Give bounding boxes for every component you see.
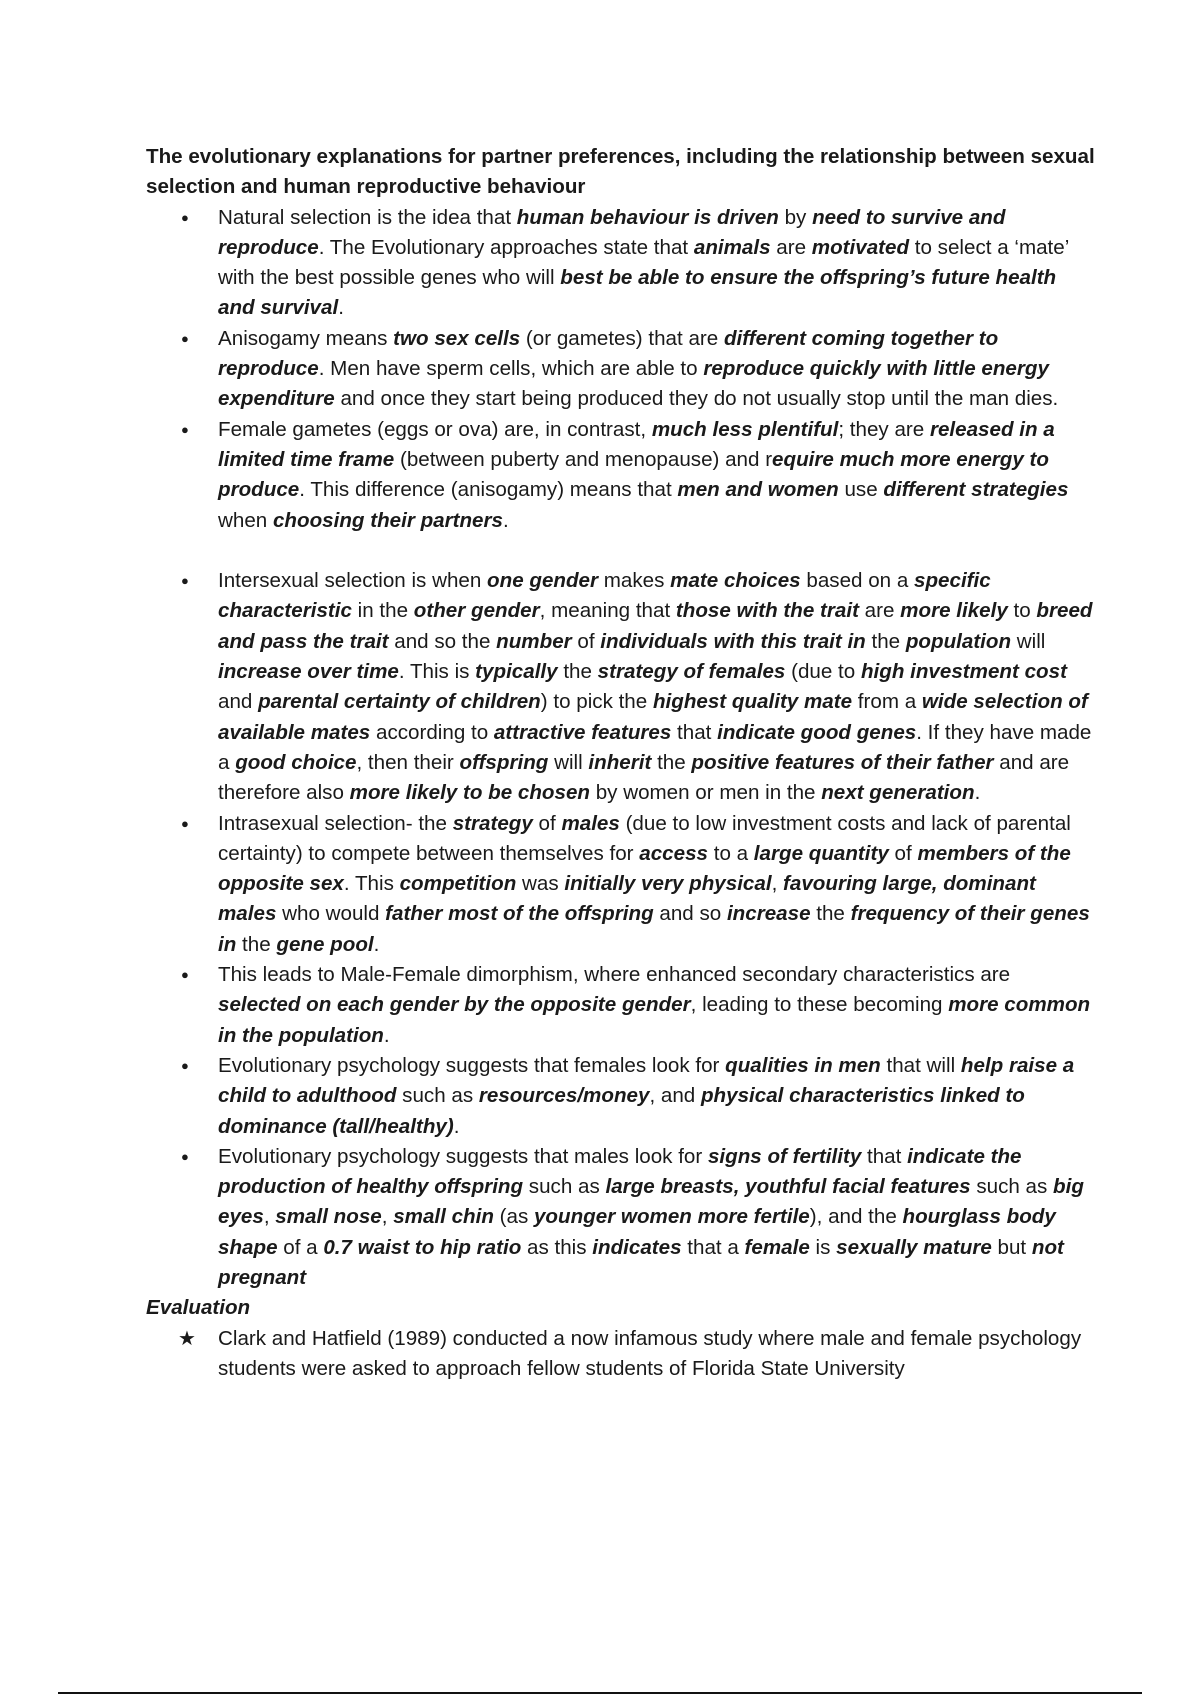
text-run: when [218,508,273,532]
text-run: . This [343,872,400,896]
bullet-female-preferences [146,1051,1096,1142]
text-run: ), and the [809,1205,903,1229]
text-run: will [548,750,589,774]
text-run: This leads to [218,963,341,987]
text-run: to select a [909,235,1015,259]
bullet-intrasexual-selection [146,809,1096,960]
text-run: the [412,811,453,835]
text-run: those with the trait [675,599,859,623]
text-run: Evolutionary approaches [371,235,598,259]
text-run: gene pool [276,932,374,956]
bullet-natural-selection [146,203,1096,324]
text-run: look for [628,1144,708,1168]
text-run: one gender [487,569,599,593]
text-run: low investment costs [695,811,886,835]
text-run: according to [370,720,494,744]
text-run: ) to pick the [540,690,653,714]
text-run: initially very physical [564,872,772,896]
text-run: will [1011,629,1046,653]
text-run: need to survive and reproduce [218,205,1006,259]
text-run: more likely [900,599,1008,623]
text-run: men and women [677,478,839,502]
text-run: to a [708,841,754,865]
text-run: as this [521,1235,593,1259]
text-run: makes [598,569,671,593]
text-run: selected on each gender by the opposite gender [218,993,691,1017]
text-run: physical characteristics linked to dominance (tall/healthy) [218,1084,1025,1138]
text-run: increase over time [218,660,399,684]
text-run: strategy of females [597,660,786,684]
text-run: small chin [393,1205,494,1229]
text-run: and so [653,902,727,926]
evaluation-item-clark-hatfield [146,1324,1096,1385]
text-run: reproduce quickly with little energy expenditure [218,357,1049,411]
text-run: that will [880,1053,961,1077]
text-run: next generation [821,781,975,805]
footer-divider [58,1692,1142,1694]
bullet-anisogamy [146,324,1096,415]
text-run: good choice [235,750,357,774]
text-run: offspring [459,750,549,774]
text-run: father most of the offspring [385,902,654,926]
text-run: and so the [388,629,497,653]
text-run: not pregnant [218,1235,1064,1289]
text-run: inherit [588,750,652,774]
text-run: more likely to be chosen [349,781,590,805]
text-run: large quantity [753,841,889,865]
text-run: . If they have made a [218,720,1092,774]
text-run: . This difference ( [299,478,458,502]
text-run: high investment cost [860,660,1067,684]
text-run: the [651,750,692,774]
text-run: . [338,296,344,320]
text-run: are [858,599,901,623]
text-run: is [809,1235,837,1259]
bullet-female-gametes [146,415,1096,536]
text-run: population [905,629,1012,653]
text-run: released in a limited time frame [218,417,1055,471]
text-run: such as [970,1175,1054,1199]
text-run: by women or men in the [590,781,822,805]
text-run: , leading to these becoming [690,993,949,1017]
text-run: , which are able to [530,357,704,381]
text-run: Female gametes [218,417,372,441]
text-run: . Men have [318,357,427,381]
text-run: sperm cells [426,357,531,381]
text-run: ; they are [838,417,930,441]
text-run: parental certainty of children [258,690,541,714]
text-run: (between puberty and menopause) and r [394,447,773,471]
text-run: (eggs or ova) are, in contrast, [371,417,652,441]
text-run: different coming together to reproduce [218,326,999,381]
text-run: best be able to ensure the offspring’s future health and survival [218,266,1057,320]
text-run: highest quality mate [652,690,853,714]
text-run: the [865,629,906,653]
text-run: , and [649,1084,701,1108]
text-run: anisogamy [457,478,558,502]
bullet-list [146,203,1096,1294]
text-run: males [561,811,620,835]
text-run: help raise a child to adulthood [218,1053,1075,1108]
text-run: Intersexual selection [218,569,406,593]
text-run: , [771,872,784,896]
document-page [146,142,1096,1384]
text-run: big eyes [218,1175,1084,1229]
text-run: who will [476,266,561,290]
text-run: was [516,872,565,896]
star-icon: ★ [178,1327,196,1350]
text-run: of a [277,1235,324,1259]
text-run: in the [351,599,414,623]
text-run: indicate good genes [717,720,917,744]
text-run: and once they start being produced they do not usually stop until the man dies. [334,387,1059,411]
text-run: choosing their partners [272,508,503,532]
text-run: the [557,660,598,684]
bullet-dimorphism [146,960,1096,1051]
text-run: based on a [800,569,914,593]
evaluation-list [146,1324,1096,1385]
text-run: is when [405,569,488,593]
text-run: individuals with this trait in [600,629,866,653]
text-run: ) to [295,841,332,865]
text-run: is the idea that [371,205,517,229]
text-run: females [574,1053,647,1077]
text-run: such as [523,1175,606,1199]
text-run: (due to [619,811,696,835]
text-run: (or gametes) that are [520,326,724,350]
text-run: means [319,326,394,350]
text-run: more common in the population [218,993,1091,1047]
text-run: . [383,1023,390,1047]
text-run: competition [399,872,517,896]
text-run: much less plentiful [651,417,839,441]
text-run: human behaviour is driven [516,205,779,229]
text-run: younger women more fertile [533,1205,810,1229]
text-run: (as [493,1205,534,1229]
text-run: qualities in men [725,1053,881,1077]
text-run: Natural selection [218,205,372,229]
text-run: , meaning that [539,599,676,623]
text-run: number [496,629,572,653]
bullet-intersexual-selection [146,566,1096,808]
text-run: conducted a now infamous study where male and female psychology students were asked to approach fellow students of Florida State University [218,1326,1082,1380]
text-run: that [861,1144,908,1168]
text-run: such as [396,1084,479,1108]
text-run: Anisogamy [218,326,320,350]
text-run: and [218,690,259,714]
text-run: for [603,841,640,865]
text-run: indicates [592,1235,682,1259]
text-run: attractive features [493,720,672,744]
text-run: state that [597,235,694,259]
text-run: two sex cells [393,326,521,350]
text-run: Evolutionary psychology suggests that [218,1144,575,1168]
text-run: increase [726,902,811,926]
evaluation-heading: Evaluation [146,1296,251,1320]
text-run: members of the opposite sex [218,841,1071,896]
text-run: female [744,1235,810,1259]
text-run: who would [276,902,386,926]
text-run: indicate the production of healthy offspring [218,1144,1022,1199]
text-run: specific characteristic [218,569,991,623]
text-run: use [838,478,884,502]
text-run: equire much more energy to produce [218,447,1049,502]
text-run: ) means that [557,478,678,502]
text-run: strategy [452,811,533,835]
text-run: wide selection of available mates [218,690,1088,744]
text-run: from a [852,690,922,714]
text-run: the [810,902,851,926]
text-run: favouring large, dominant males [218,872,1036,926]
text-run: . [502,508,509,532]
text-run: of [532,811,562,835]
text-run: (due to [785,660,861,684]
text-run: lack of parental certainty [218,811,1071,865]
text-run: resources/money [478,1084,650,1108]
text-run: , where [572,963,647,987]
text-run: . This is [398,660,476,684]
text-run: , [263,1205,276,1229]
text-run: mate choices [670,569,801,593]
text-run: are [770,235,812,259]
text-run: of [888,841,918,865]
text-run: look for [646,1053,726,1077]
text-run: motivated [811,235,910,259]
text-run: hourglass body shape [218,1205,1056,1259]
text-run: ‘mate’ with the best possible genes [218,235,1069,290]
text-run: males [574,1144,629,1168]
text-run: and are therefore also [218,750,1070,805]
text-run: . [453,1114,460,1138]
text-run: typically [475,660,558,684]
text-run: . [373,932,380,956]
text-run: that [671,720,718,744]
text-run: . The [318,235,371,259]
text-run: sexually mature [836,1235,992,1259]
text-run: Male-Female dimorphism [340,963,573,987]
text-run: Intrasexual selection- [218,811,413,835]
text-run: , [381,1205,394,1229]
evaluation-item-text [218,1327,1081,1380]
text-run: frequency of their genes in [218,902,1090,956]
text-run: . [974,781,981,805]
text-run: breed and pass the trait [218,599,1093,653]
text-run: and [885,811,932,835]
text-run: of [571,629,601,653]
text-run: positive features of their father [691,750,994,774]
text-run: access [639,841,708,865]
page-heading: The evolutionary explanations for partner preferences, including the relationship between sexual selection and human reproductive behaviour [146,145,1095,199]
text-run: Evolutionary psychology suggests that [218,1053,575,1077]
text-run: Clark and Hatfield (1989) [218,1326,447,1350]
text-run: but [991,1235,1032,1259]
text-run: signs of fertility [707,1144,862,1168]
text-run: are [974,963,1011,987]
text-run: animals [693,235,771,259]
text-run: large breasts, youthful facial features [605,1175,971,1199]
text-run: other gender [413,599,540,623]
text-run: that a [681,1235,745,1259]
bullet-male-preferences [146,1142,1096,1293]
text-run: 0.7 waist to hip ratio [323,1235,522,1259]
text-run: enhanced secondary characteristics [646,963,975,987]
text-run: the [236,932,277,956]
text-run: , then their [356,750,460,774]
text-run: different strategies [883,478,1069,502]
text-run: by [778,205,813,229]
text-run: compete between themselves [331,841,604,865]
text-run: to [1007,599,1037,623]
text-run: small nose [275,1205,382,1229]
